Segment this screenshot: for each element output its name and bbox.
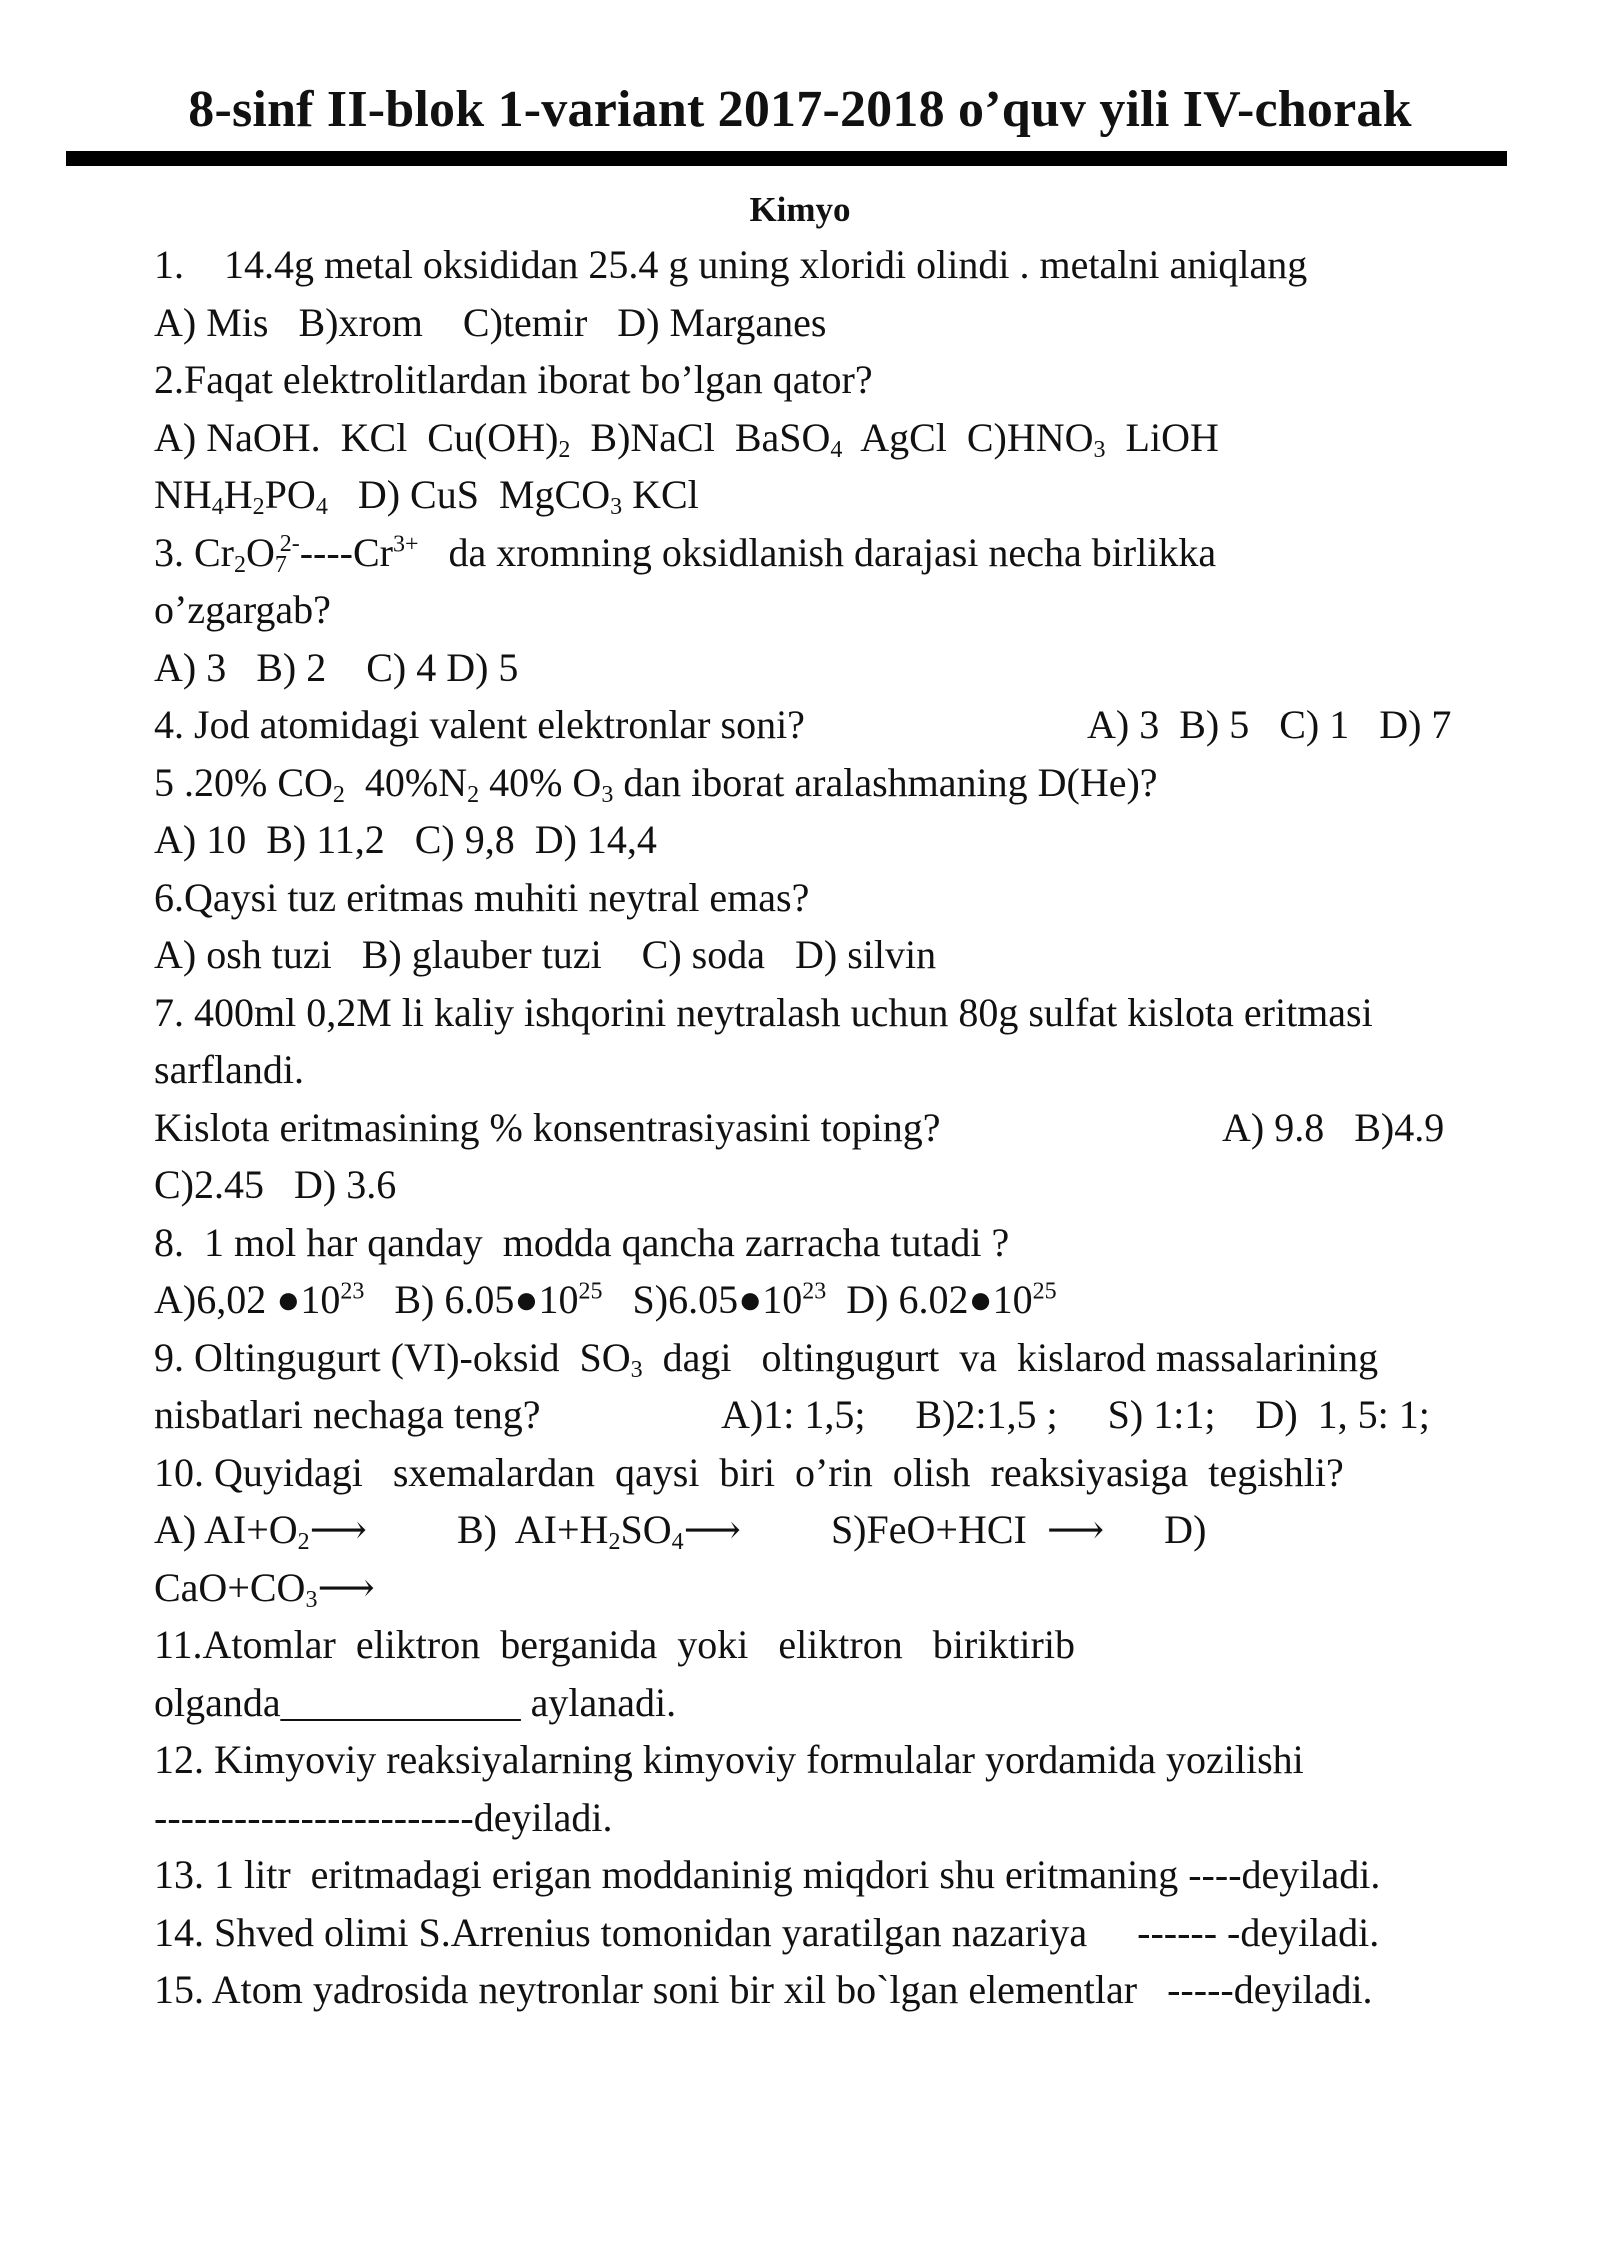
title-divider bbox=[66, 151, 1507, 166]
question-11-continued: olganda____________ aylanadi. bbox=[154, 1679, 677, 1725]
question-4: 4. Jod atomidagi valent elektronlar soni? A) 3 B) 5 C) 1 D) 7 bbox=[154, 696, 1499, 754]
question-10-options-continued: $CaO+CO_3⟶$ bbox=[154, 1564, 375, 1613]
question-7-options-continued: C)2.45 D) 3.6 bbox=[154, 1162, 397, 1207]
reaction-arrow-icon: ⟶ bbox=[309, 1507, 367, 1552]
question-5: 5 .20% $CO_2$ $40\%N_2$ 40% $O_3$ dan iborat aralashmaning D(He)? bbox=[154, 759, 1158, 808]
question-10: 10. Quyidagi sxemalardan qaysi biri o’rin olish reaksiyasiga tegishli? bbox=[154, 1449, 1344, 1495]
reaction-arrow-icon: ⟶ bbox=[317, 1564, 375, 1610]
question-8: 8. 1 mol har qanday modda qancha zarracha tutadi ? bbox=[154, 1219, 1010, 1265]
question-11: 11.Atomlar eliktron berganida yoki eliktron biriktirib bbox=[154, 1622, 1075, 1667]
question-2-options-line-2: $NH_4H_2PO_4$ D) CuS MgCO$_3$ KCl bbox=[154, 472, 699, 520]
question-7-continued: sarflandi. bbox=[154, 1047, 304, 1092]
question-14: 14. Shved olimi S.Arrenius tomonidan yaratilgan nazariya ------ -deyiladi. bbox=[154, 1909, 1380, 1955]
question-2-options-line-1: A) NaOH. KCl $Cu(OH)_2$ B)NaCl BaSO$_4$ AgCl $C)HNO_3$ LiOH bbox=[154, 414, 1219, 463]
question-3-options: A) 3 B) 2 C) 4 D) 5 bbox=[154, 644, 519, 690]
question-12: 12. Kimyoviy reaksiyalarning kimyoviy formulalar yordamida yozilishi bbox=[154, 1737, 1304, 1782]
reaction-arrow-icon: ⟶ bbox=[683, 1507, 741, 1552]
question-7-prompt: Kislota eritmasining % konsentrasiyasini toping? A) 9.8 B)4.9 bbox=[154, 1099, 1499, 1157]
question-8-options: A)6,02 $●10^{23}$ B) $6.05●10^{25}$ $S)6.05●10^{23}$ D) $6.02●10^{25}$ bbox=[154, 1277, 1057, 1322]
question-2: 2.Faqat elektrolitlardan iborat bo’lgan qator? bbox=[154, 357, 873, 402]
question-list bbox=[154, 236, 1499, 2019]
question-9-continued: nisbatlari nechaga teng? A)1: 1,5; B)2:1,5 ; S) 1:1; D) 1, 5: 1; bbox=[154, 1386, 1499, 1444]
question-6-options: A) osh tuzi B) glauber tuzi C) soda D) silvin bbox=[154, 932, 937, 977]
question-15: 15. Atom yadrosida neytronlar soni bir xil bo`lgan elementlar -----deyiladi. bbox=[154, 1967, 1373, 2012]
question-7: 7. 400ml 0,2M li kaliy ishqorini neytralash uchun 80g sulfat kislota eritmasi bbox=[154, 989, 1373, 1035]
question-4-options: A) 3 B) 5 C) 1 D) 7 bbox=[1087, 702, 1452, 747]
question-12-continued: ------------------------deyiladi. bbox=[154, 1794, 613, 1840]
question-5-options: A) 10 B) 11,2 C) 9,8 D) 14,4 bbox=[154, 817, 657, 862]
question-7-options: A) 9.8 B)4.9 bbox=[1222, 1104, 1445, 1150]
question-9-options: A)1: 1,5; B)2:1,5 ; S) 1:1; D) 1, 5: 1; bbox=[721, 1392, 1430, 1437]
question-3: 3. $Cr_2O_7^{2-}----Cr^{3+}$ da xromning oksidlanish darajasi necha birlikka bbox=[154, 529, 1217, 578]
question-6: 6.Qaysi tuz eritmas muhiti neytral emas? bbox=[154, 874, 810, 920]
question-3-continued: o’zgargab? bbox=[154, 587, 331, 632]
question-1-options: A) Mis B)xrom C)temir D) Marganes bbox=[154, 299, 827, 345]
question-1: 1. 14.4g metal oksididan 25.4 g uning xloridi olindi . metalni aniqlang bbox=[154, 242, 1308, 287]
subject-heading: Kimyo bbox=[749, 190, 851, 229]
question-9: 9. Oltingugurt (VI)-oksid $SO_3$ dagi oltingugurt va kislarod massalarining bbox=[154, 1334, 1379, 1383]
question-10-options: A) $AI+O_2⟶$ B) $AI+H_2SO_4⟶$ S)FeO+HCI ⟶ D) bbox=[154, 1507, 1207, 1555]
page-title: 8-sinf II-blok 1-variant 2017-2018 o’quv yili IV-chorak bbox=[188, 81, 1412, 138]
question-13: 13. 1 litr eritmadagi erigan moddaninig miqdori shu eritmaning ----deyiladi. bbox=[154, 1852, 1381, 1897]
